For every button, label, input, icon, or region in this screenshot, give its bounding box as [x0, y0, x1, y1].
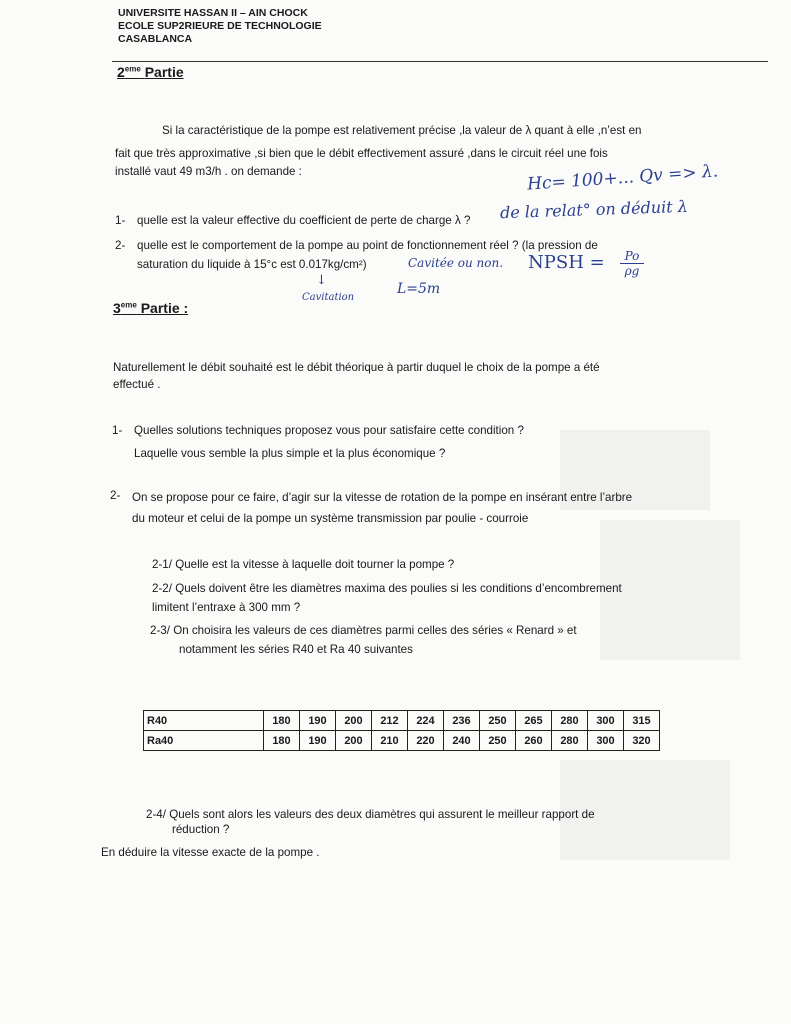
series-label: Ra40 [144, 731, 264, 751]
final-question: En déduire la vitesse exacte de la pompe . [101, 846, 320, 859]
part2-intro-line2: fait que très approximative ,si bien que le débit effectivement assuré ,dans le circuit réel une fois [115, 147, 608, 160]
handwritten-note-length: L=5m [397, 281, 441, 297]
handwritten-note-npsh: NPSH = [528, 252, 605, 273]
diameter-cell: 250 [480, 711, 516, 731]
handwritten-arrow: ↓ [316, 273, 327, 288]
diameter-cell: 224 [408, 711, 444, 731]
diameter-cell: 200 [336, 711, 372, 731]
university-name: UNIVERSITE HASSAN II – AIN CHOCK [118, 7, 308, 19]
part2-q2-number: 2- [115, 239, 126, 252]
school-name: ECOLE SUP2RIEURE DE TECHNOLOGIE [118, 20, 322, 32]
diameter-cell: 220 [408, 731, 444, 751]
handwritten-fraction: Po ρg [620, 249, 644, 278]
diameter-cell: 315 [624, 711, 660, 731]
header-rule [112, 61, 768, 62]
part3-q2-line2: du moteur et celui de la pompe un système transmission par poulie - courroie [132, 512, 529, 525]
part2-q2-line1: quelle est le comportement de la pompe au point de fonctionnement réel ? (la pression de [137, 239, 598, 252]
diameter-cell: 210 [372, 731, 408, 751]
diameter-cell: 280 [552, 731, 588, 751]
diameter-cell: 236 [444, 711, 480, 731]
handwritten-note-relation: de la relat° on déduit λ [499, 196, 689, 223]
diameter-cell: 260 [516, 731, 552, 751]
diameter-cell: 265 [516, 711, 552, 731]
part3-q1-line2: Laquelle vous semble la plus simple et la plus économique ? [134, 447, 446, 460]
city-name: CASABLANCA [118, 33, 193, 45]
table-row [144, 731, 660, 751]
table-row [144, 711, 660, 731]
part2-q2-line2: saturation du liquide à 15°c est 0.017kg/cm²) [137, 258, 367, 271]
diameter-cell: 250 [480, 731, 516, 751]
diameter-cell: 180 [264, 711, 300, 731]
part3-sub-2-2-line1: 2-2/ Quels doivent être les diamètres maxima des poulies si les conditions d’encombrement [152, 582, 622, 595]
part3-sub-2-3-line2: notamment les séries R40 et Ra 40 suivantes [179, 643, 413, 656]
part3-title: 3eme Partie : [113, 300, 189, 316]
handwritten-note-cavitation-word: Cavitation [302, 292, 355, 303]
part2-title: 2eme Partie [117, 64, 184, 80]
series-label: R40 [144, 711, 264, 731]
part3-q1-number: 1- [112, 424, 123, 437]
part3-sub-2-1: 2-1/ Quelle est la vitesse à laquelle doit tourner la pompe ? [152, 558, 455, 571]
part3-intro-line2: effectué . [113, 378, 161, 391]
diameter-cell: 200 [336, 731, 372, 751]
part3-q1-line1: Quelles solutions techniques proposez vous pour satisfaire cette condition ? [134, 424, 524, 437]
part3-sub-2-3-line1: 2-3/ On choisira les valeurs de ces diamètres parmi celles des séries « Renard » et [150, 624, 577, 637]
diameter-cell: 180 [264, 731, 300, 751]
part3-intro-line1: Naturellement le débit souhaité est le débit théorique à partir duquel le choix de la pompe a été [113, 361, 600, 374]
diameter-cell: 190 [300, 731, 336, 751]
part3-sub-2-4-line2: réduction ? [172, 823, 230, 836]
diameter-cell: 190 [300, 711, 336, 731]
part2-q1-number: 1- [115, 214, 126, 227]
diameter-cell: 280 [552, 711, 588, 731]
diameter-cell: 300 [588, 731, 624, 751]
part2-q1-text: quelle est la valeur effective du coefficient de perte de charge λ ? [137, 214, 471, 227]
handwritten-note-hc: Hc= 100+... Qv => λ. [526, 161, 719, 195]
part2-intro-line1: Si la caractéristique de la pompe est relativement précise ,la valeur de λ quant à elle ,n’est en [162, 124, 642, 137]
part3-sub-2-4-line1: 2-4/ Quels sont alors les valeurs des deux diamètres qui assurent le meilleur rapport de [146, 808, 595, 821]
diameter-cell: 300 [588, 711, 624, 731]
diameter-cell: 212 [372, 711, 408, 731]
part3-sub-2-2-line2: limitent l’entraxe à 300 mm ? [152, 601, 301, 614]
part2-intro-line3: installé vaut 49 m3/h . on demande : [115, 165, 302, 178]
part3-q2-number: 2- [110, 489, 121, 502]
diameter-cell: 320 [624, 731, 660, 751]
handwritten-note-cavitation: Cavitée ou non. [408, 256, 504, 270]
renard-series-table [143, 710, 660, 751]
part3-q2-line1: On se propose pour ce faire, d’agir sur la vitesse de rotation de la pompe en insérant entre l’arbre [132, 491, 633, 504]
diameter-cell: 240 [444, 731, 480, 751]
